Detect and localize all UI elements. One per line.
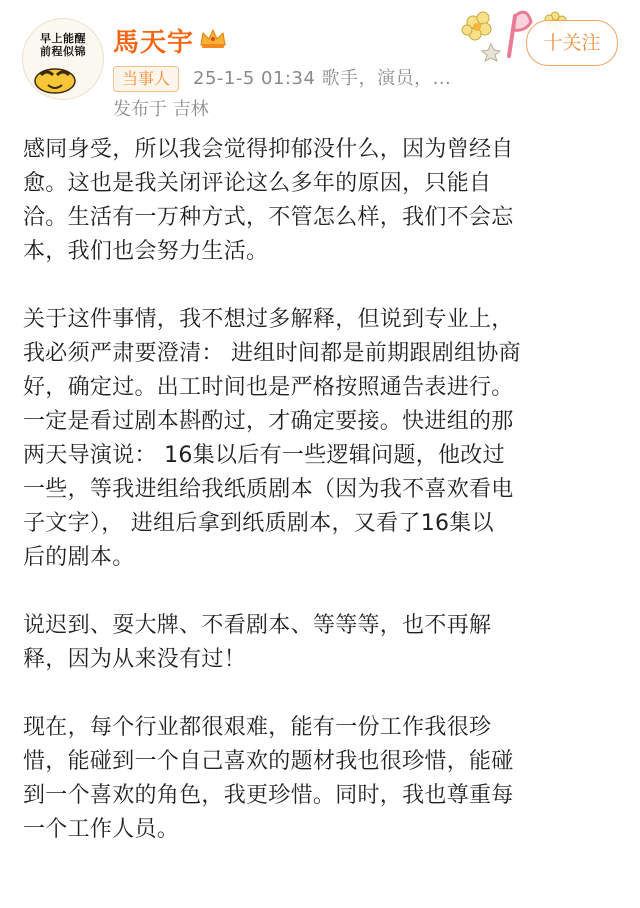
avatar-text-line2: 前程似锦 — [40, 45, 86, 58]
author-name[interactable]: 馬天宇 — [113, 28, 195, 58]
post-meta: 25-1-5 01:34 歌手，演员，... — [193, 68, 452, 89]
post-header — [0, 0, 640, 130]
avatar-text-line1: 早上能醒 — [40, 32, 86, 45]
verified-badge-icon — [95, 87, 104, 100]
post-paragraph-2: 关于这件事情，我不想过多解释，但说到专业上， 我必须严肃要澄清： 进组时间都是前期跟剧组协商 好，确定过。出工时间也是严格按照通告表进行。 一定是看过剧本斟酌过，才确定要接。快进组的那 两天导演说： 16集以后有一些逻辑问题，他改过 一些，等我进组给我纸质剧本（因为我不喜欢看电 子文字）， 进组后拿到纸质剧本，又看了16集以 后的剧本。 — [23, 307, 521, 570]
post-content — [23, 133, 623, 881]
avatar[interactable] — [22, 18, 104, 100]
status-badge: 当事人 — [113, 66, 179, 92]
follow-button[interactable]: 十关注 — [526, 20, 618, 66]
post-paragraph-3: 说迟到、耍大牌、不看剧本、等等等，也不再解 释，因为从来没有过！ — [23, 613, 492, 672]
post-paragraph-4: 现在，每个行业都很艰难，能有一份工作我很珍 惜，能碰到一个自己喜欢的题材我也很珍惜，能碰 到一个喜欢的角色，我更珍惜。同时，我也尊重每 一个工作人员。 — [23, 715, 514, 842]
avatar-text — [34, 32, 92, 58]
crown-icon — [199, 27, 227, 49]
post-location: 发布于 吉林 — [113, 99, 209, 120]
post-paragraph-1: 感同身受，所以我会觉得抑郁没什么，因为曾经自 愈。这也是我关闭评论这么多年的原因，只能自 洽。生活有一万种方式，不管怎么样，我们不会忘 本，我们也会努力生活。 — [23, 137, 514, 264]
avatar-emoji-icon — [33, 65, 77, 95]
